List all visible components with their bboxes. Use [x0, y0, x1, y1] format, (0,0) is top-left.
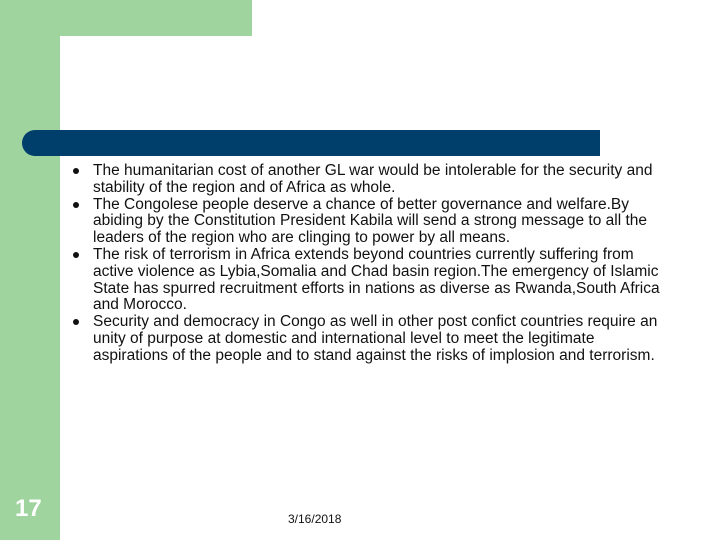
bullet-text: The risk of terrorism in Africa extends beyond countries currently suffering from active violence as Lybia,Somalia and Chad basin region.The emergency of Islamic State has spurred recruitment efforts in nations as diverse as Rwanda,South Africa and Morocco.	[93, 245, 660, 314]
bullet-icon	[73, 202, 79, 208]
bullet-item	[70, 314, 660, 364]
footer-date: 3/16/2018	[288, 512, 342, 526]
bullet-item	[70, 247, 660, 314]
title-bar	[22, 130, 600, 156]
accent-corner-curve	[60, 36, 100, 76]
bullet-text: Security and democracy in Congo as well in other post confict countries require an unity of purpose at domestic and international level to meet the legitimate aspirations of the people and to stand against the risks of implosion and terrorism.	[93, 313, 658, 364]
bullet-icon	[73, 319, 79, 325]
left-accent-bar	[0, 0, 60, 540]
bullet-item	[70, 197, 660, 247]
bullet-text: The Congolese people deserve a chance of better governance and welfare.By abiding by the Constitution President Kabila will send a strong message to all the leaders of the region who are clinging to power by all means.	[93, 195, 648, 247]
top-accent-bar	[0, 0, 252, 36]
slide-number: 17	[15, 495, 42, 522]
bullet-icon	[73, 252, 79, 258]
bullet-item	[70, 163, 660, 197]
bullet-text: The humanitarian cost of another GL war would be intolerable for the security and stability of the region and of Africa as whole.	[93, 162, 653, 196]
bullet-list	[70, 163, 660, 365]
bullet-icon	[73, 168, 79, 174]
